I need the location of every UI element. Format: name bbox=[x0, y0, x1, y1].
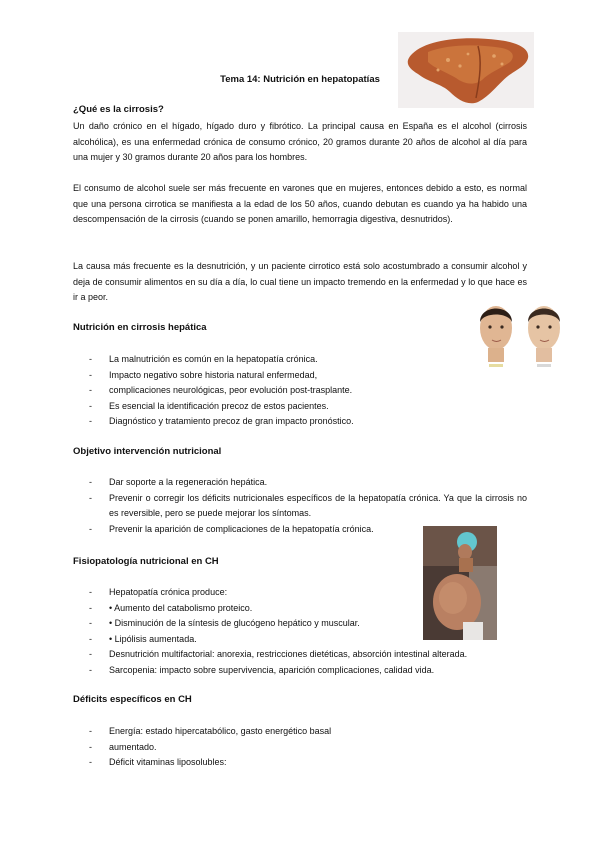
list-item: - Energía: estado hipercatabólico, gasto energético basal bbox=[89, 726, 332, 736]
list-deficits bbox=[73, 724, 527, 771]
intro-paragraph-1: Un daño crónico en el hígado, hígado duro y fibrótico. La principal causa en España es el alcohol (cirrosis alcohólica), es una enfermedad crónica de consumo crónico, 20 gramos durante 20 años de alcohol al día para una mujer y 30 gramos durante 20 años para los hombres. bbox=[73, 121, 527, 162]
section-heading-deficits: Déficits específicos en CH bbox=[73, 694, 192, 705]
liver-image bbox=[398, 32, 534, 108]
section-heading-fisiopatologia: Fisiopatología nutricional en CH bbox=[73, 556, 219, 567]
list-nutricion bbox=[73, 352, 453, 430]
intro-paragraph-2: El consumo de alcohol suele ser más frecuente en varones que en mujeres, entonces debido a esto, es normal que una persona cirrotica se manifiesta a la edad de los 50 años, cuando debutan es cuando ya ha habido una descompensación de la cirrosis (cuando se ponen amarillo, hemorragia digestiva, desnutridos). bbox=[73, 183, 527, 224]
list-fisiopatologia bbox=[73, 585, 527, 678]
section-heading-nutricion: Nutrición en cirrosis hepática bbox=[73, 322, 207, 333]
intro-paragraph-3: La causa más frecuente es la desnutrición, y un paciente cirrotico está solo acostumbrado a consumir alcohol y deja de consumir alimentos en su día a día, lo cual tiene un impacto tremendo en la enfermedad y lo que hace es ir a peor. bbox=[73, 261, 527, 302]
list-item: - Impacto negativo sobre historia natural enfermedad, bbox=[89, 369, 318, 380]
list-item: - Es esencial la identificación precoz de estos pacientes. bbox=[89, 400, 329, 411]
list-item: - Diagnóstico y tratamiento precoz de gran impacto pronóstico. bbox=[89, 416, 354, 426]
list-item: - Desnutrición multifactorial: anorexia, restricciones dietéticas, absorción intestinal alterada. bbox=[89, 649, 468, 659]
list-item: - • Disminución de la síntesis de glucógeno hepático y muscular. bbox=[89, 618, 360, 628]
cirrosis-question: ¿Qué es la cirrosis? bbox=[73, 104, 164, 115]
faces-comparison-image bbox=[472, 298, 568, 373]
list-item: - Dar soporte a la regeneración hepática. bbox=[89, 477, 268, 487]
section-heading-objetivo: Objetivo intervención nutricional bbox=[73, 446, 222, 457]
list-item: - • Lipólisis aumentada. bbox=[89, 633, 197, 644]
list-item: - aumentado. bbox=[89, 741, 157, 752]
list-item: - Prevenir la aparición de complicaciones de la hepatopatía crónica. bbox=[89, 523, 374, 534]
list-item: - Hepatopatía crónica produce: bbox=[89, 587, 228, 597]
list-item: - Déficit vitaminas liposolubles: bbox=[89, 757, 227, 767]
document-title: Tema 14: Nutrición en hepatopatías bbox=[220, 74, 380, 85]
list-item: - • Aumento del catabolismo proteico. bbox=[89, 602, 253, 613]
list-item: - Prevenir o corregir los déficits nutricionales específicos de la hepatopatía crónica. Ya que la cirrosis no es reversible, pero se puede mejorar los síntomas. bbox=[89, 492, 527, 518]
list-item: - complicaciones neurológicas, peor evolución post-trasplante. bbox=[89, 385, 353, 395]
list-item: - La malnutrición es común en la hepatopatía crónica. bbox=[89, 354, 318, 364]
list-item: - Sarcopenia: impacto sobre supervivencia, aparición complicaciones, calidad vida. bbox=[89, 664, 435, 675]
